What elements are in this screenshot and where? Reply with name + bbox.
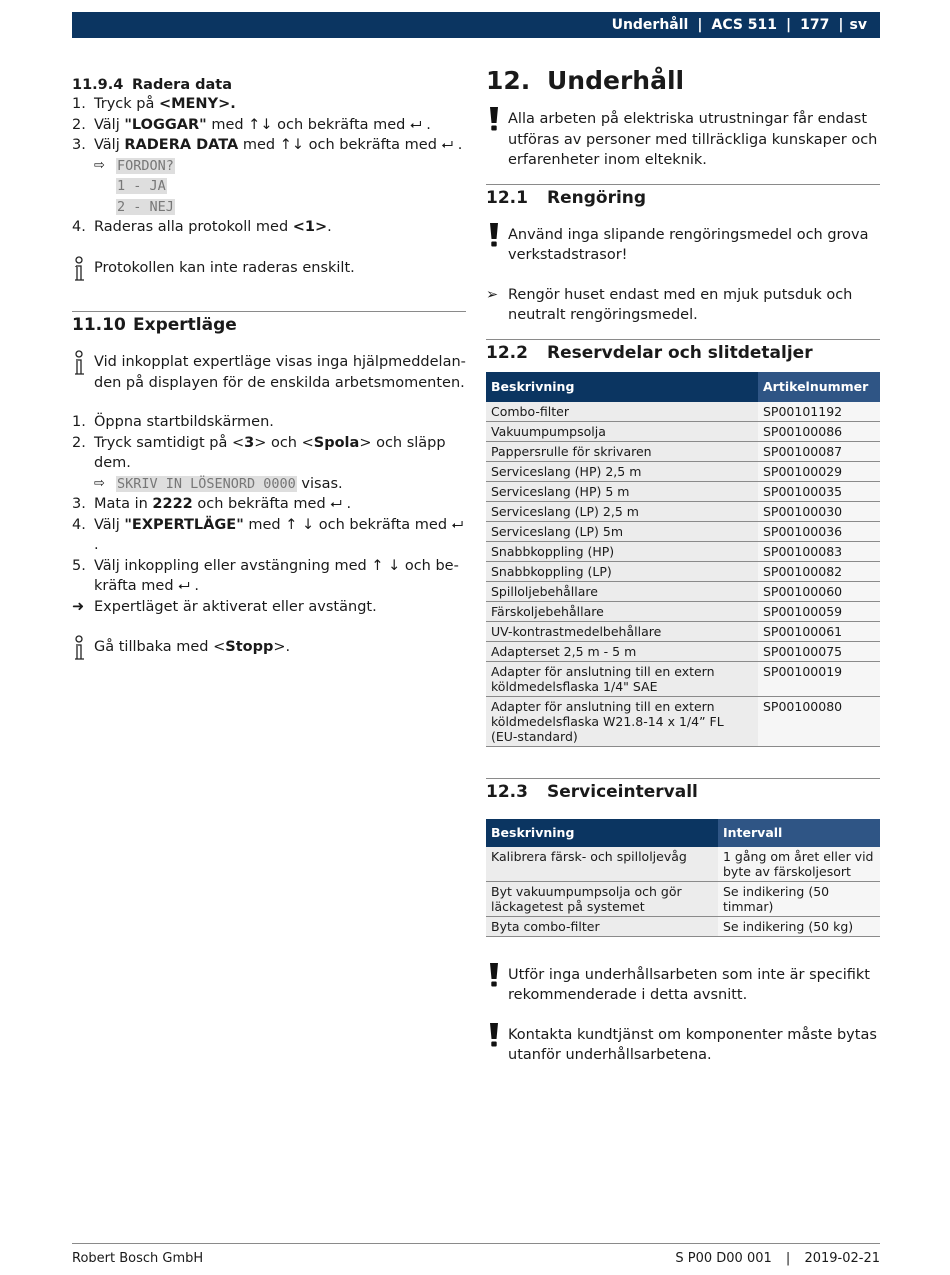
- description-cell: Adapter för anslutning till en extern köldmedelsflaska W21.8-14 x 1/4” FL (EU-standard): [486, 696, 758, 746]
- value-cell: SP00100019: [758, 661, 880, 696]
- step-4: 4. Välj "EXPERTLÄGE" med ↑ ↓ och bekräfta med ⮠ .: [72, 516, 464, 553]
- table-row: [486, 641, 880, 661]
- value-cell: Se indikering (50 timmar): [718, 881, 880, 916]
- display-line: 2 - NEJ: [117, 198, 174, 215]
- description-cell: Serviceslang (HP) 5 m: [486, 481, 758, 501]
- warning-icon: [487, 961, 501, 989]
- result-arrow-icon: ➜: [72, 598, 85, 615]
- display-line: 1 - JA: [117, 178, 166, 194]
- table-row: [486, 661, 880, 696]
- value-cell: SP00100036: [758, 521, 880, 541]
- section-heading-12-2: 12.2 Reservdelar och slitdetaljer: [486, 342, 813, 363]
- step-5: 5. Välj inkoppling eller avstängning med ↑ ↓ och bekräfta med ⮠ .: [72, 557, 459, 594]
- section-heading-12-1: 12.1 Rengöring: [486, 187, 647, 208]
- parts-table: [486, 372, 880, 747]
- table-row: [486, 581, 880, 601]
- description-cell: Adapterset 2,5 m - 5 m: [486, 641, 758, 661]
- description-cell: Byta combo-filter: [486, 916, 718, 936]
- section-divider: [486, 184, 880, 185]
- header-language: sv: [849, 17, 867, 33]
- table-row: [486, 402, 880, 422]
- step-1: 1. Tryck på <MENY>.: [72, 96, 236, 112]
- table-row: [486, 421, 880, 441]
- description-cell: Vakuumpumpsolja: [486, 421, 758, 441]
- table-row: [486, 561, 880, 581]
- table-row: [486, 847, 880, 882]
- description-cell: Serviceslang (LP) 2,5 m: [486, 501, 758, 521]
- table-row: [486, 481, 880, 501]
- table-row: [486, 621, 880, 641]
- table-row: [486, 461, 880, 481]
- warning-note: Alla arbeten på elektriska utrustningar får endast utföras av personer med tillräckliga kunskaper och erfarenheter inom elteknik.: [486, 109, 880, 171]
- info-icon: [73, 256, 87, 284]
- left-column: [72, 72, 466, 658]
- description-cell: Snabbkoppling (LP): [486, 561, 758, 581]
- value-cell: SP00100029: [758, 461, 880, 481]
- description-cell: Pappersrulle för skrivaren: [486, 441, 758, 461]
- instruction-arrow-icon: ➢: [486, 286, 499, 303]
- value-cell: SP00100087: [758, 441, 880, 461]
- step-1: 1. Öppna startbildskärmen.: [72, 414, 274, 430]
- service-interval-table: [486, 819, 880, 937]
- warning-note: Kontakta kundtjänst om komponenter måste bytas utanför underhållsarbetena.: [486, 1025, 880, 1066]
- footer-company: Robert Bosch GmbH: [72, 1251, 204, 1266]
- display-output: ⇨ SKRIV IN LÖSENORD 0000 visas.: [72, 474, 466, 495]
- table-row: [486, 441, 880, 461]
- footer-doc-info: S P00 D00 001 | 2019-02-21: [675, 1251, 880, 1266]
- description-cell: Kalibrera färsk- och spilloljevåg: [486, 847, 718, 882]
- value-cell: SP00100083: [758, 541, 880, 561]
- step-3: 3. Mata in 2222 och bekräfta med ⮠ .: [72, 496, 352, 512]
- table-row: [486, 881, 880, 916]
- footer-divider: [72, 1243, 880, 1244]
- value-cell: 1 gång om året eller vid byte av färskoljesort: [718, 847, 880, 882]
- display-line: SKRIV IN LÖSENORD 0000: [117, 475, 296, 492]
- table-row: [486, 601, 880, 621]
- table-row: [486, 501, 880, 521]
- table-row: [486, 541, 880, 561]
- warning-icon: [487, 221, 501, 249]
- warning-note: Använd inga slipande rengöringsmedel och grova verkstadstrasor!: [486, 225, 880, 266]
- right-column: [486, 66, 880, 1066]
- chapter-heading-12: 12. Underhåll: [486, 66, 685, 95]
- column-header: Beskrivning: [486, 372, 758, 402]
- value-cell: SP00100059: [758, 601, 880, 621]
- table-header-row: [486, 819, 880, 847]
- value-cell: SP00100060: [758, 581, 880, 601]
- info-note: Protokollen kan inte raderas enskilt.: [72, 258, 466, 279]
- value-cell: Se indikering (50 kg): [718, 916, 880, 936]
- warning-icon: [487, 105, 501, 133]
- header-page-number: 177: [800, 17, 830, 33]
- value-cell: SP00100075: [758, 641, 880, 661]
- value-cell: SP00101192: [758, 402, 880, 422]
- column-header: Beskrivning: [486, 819, 718, 847]
- step-4: 4. Raderas alla protokoll med <1>.: [72, 219, 332, 235]
- result-arrow-icon: ⇨: [94, 475, 105, 491]
- description-cell: Snabbkoppling (HP): [486, 541, 758, 561]
- value-cell: SP00100086: [758, 421, 880, 441]
- table-row: [486, 521, 880, 541]
- result-line: ➜ Expertläget är aktiverat eller avstängt.: [72, 597, 466, 618]
- description-cell: UV-kontrastmedelbehållare: [486, 621, 758, 641]
- header-section: Underhåll: [611, 17, 689, 33]
- info-note: Gå tillbaka med <Stopp>.: [72, 637, 466, 658]
- value-cell: SP00100035: [758, 481, 880, 501]
- description-cell: Spilloljebehållare: [486, 581, 758, 601]
- section-heading-11-10: 11.10 Expertläge: [72, 315, 237, 335]
- column-header: Intervall: [718, 819, 880, 847]
- description-cell: Färskoljebehållare: [486, 601, 758, 621]
- warning-note: Utför inga underhållsarbeten som inte är specifikt rekommenderade i detta avsnitt.: [486, 965, 880, 1006]
- footer-date: 2019-02-21: [804, 1251, 880, 1266]
- description-cell: Combo-filter: [486, 402, 758, 422]
- display-output: [72, 156, 466, 177]
- instruction: ➢ Rengör huset endast med en mjuk putsduk och neutralt rengöringsmedel.: [486, 285, 880, 326]
- value-cell: SP00100061: [758, 621, 880, 641]
- info-icon: [73, 635, 87, 663]
- table-row: [486, 696, 880, 746]
- header-product: ACS 511: [711, 17, 778, 33]
- table-row: [486, 916, 880, 936]
- section-divider: [72, 311, 466, 312]
- step-2: 2. Välj "LOGGAR" med ↑↓ och bekräfta med ⮠ .: [72, 116, 431, 133]
- page-header: Underhåll | ACS 511 | 177 | sv: [72, 12, 880, 38]
- value-cell: SP00100080: [758, 696, 880, 746]
- value-cell: SP00100082: [758, 561, 880, 581]
- description-cell: Adapter för anslutning till en extern köldmedelsflaska 1/4" SAE: [486, 661, 758, 696]
- description-cell: Byt vakuumpumpsolja och gör läckagetest på systemet: [486, 881, 718, 916]
- info-icon: [73, 350, 87, 378]
- footer-doc-number: S P00 D00 001: [675, 1251, 772, 1266]
- display-line: FORDON?: [117, 157, 174, 174]
- description-cell: Serviceslang (LP) 5m: [486, 521, 758, 541]
- info-note: Vid inkopplat expertläge visas inga hjälpmeddelanden på displayen för de enskilda arbetsmomenten.: [72, 352, 466, 393]
- section-heading-11-9-4: 11.9.4 Radera data: [72, 77, 233, 93]
- column-header: Artikelnummer: [758, 372, 880, 402]
- section-divider: [486, 339, 880, 340]
- description-cell: Serviceslang (HP) 2,5 m: [486, 461, 758, 481]
- step-3: 3. Välj RADERA DATA med ↑↓ och bekräfta med ⮠ .: [72, 137, 463, 153]
- section-divider: [486, 778, 880, 779]
- warning-icon: [487, 1021, 501, 1049]
- step-2: 2. Tryck samtidigt på <3> och <Spola> och släpp dem.: [72, 434, 446, 471]
- table-header-row: [486, 372, 880, 402]
- result-arrow-icon: ⇨: [94, 157, 105, 173]
- section-heading-12-3: 12.3 Serviceintervall: [486, 781, 698, 802]
- value-cell: SP00100030: [758, 501, 880, 521]
